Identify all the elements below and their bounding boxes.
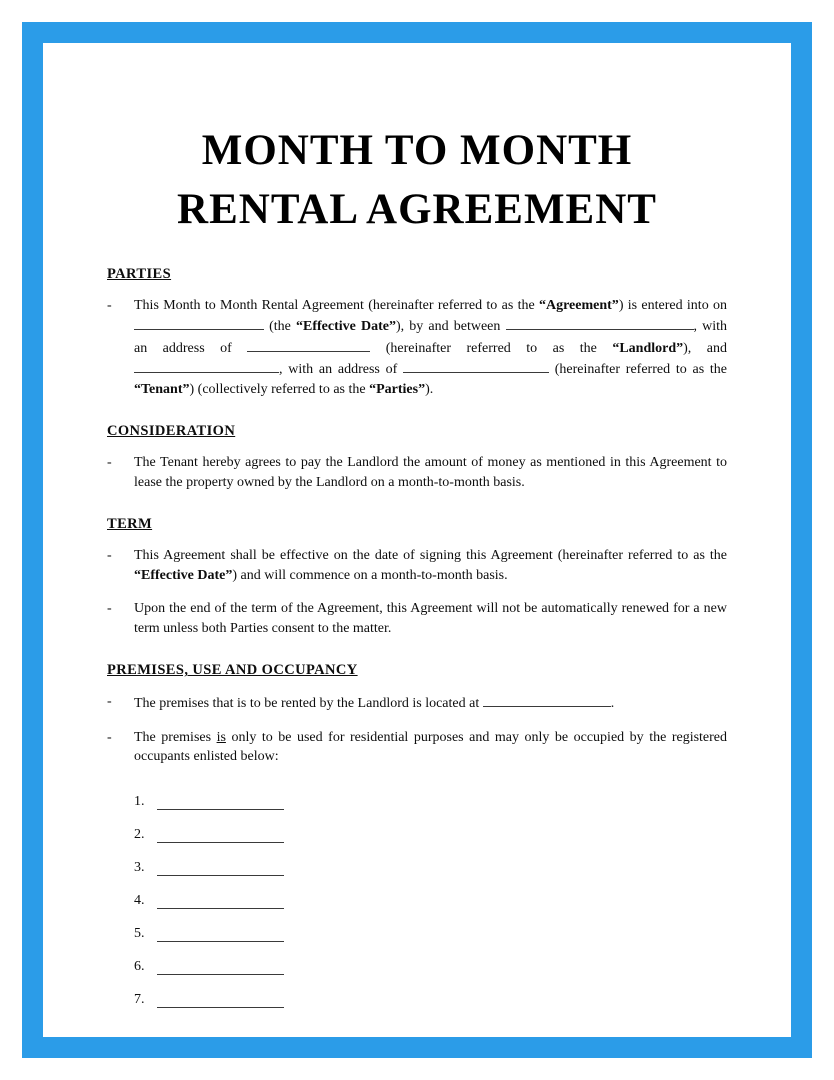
occupant-row: [134, 880, 727, 913]
blank-line: [247, 337, 370, 352]
bullet-item: [107, 599, 727, 638]
bold-text: “Tenant”: [134, 381, 190, 397]
text-segment: (hereinafter referred to as the: [370, 340, 613, 356]
occupant-blank-line: [157, 894, 284, 909]
occupant-row: [134, 847, 727, 880]
text-segment: , with an address of: [279, 362, 404, 378]
occupant-row: [134, 913, 727, 946]
paragraph-text: [134, 728, 727, 767]
occupant-number: 6.: [134, 958, 145, 974]
bold-text: “Effective Date”: [296, 319, 396, 335]
bold-text: “Agreement”: [538, 297, 619, 313]
bullet-dash-marker: -: [107, 601, 112, 617]
bullet-item: [107, 546, 727, 585]
bullet-dash-marker: -: [107, 694, 112, 710]
text-segment: ) and will commence on a month-to-month basis.: [232, 567, 508, 583]
text-segment: The premises: [134, 729, 217, 745]
bullet-dash-marker: -: [107, 297, 112, 313]
bold-text: “Landlord”: [612, 340, 684, 356]
occupant-row: [134, 979, 727, 1012]
blank-line: [134, 358, 279, 373]
bullet-item: [107, 296, 727, 400]
occupant-blank-line: [157, 993, 284, 1008]
bullet-item: [107, 728, 727, 767]
bullet-item: [107, 453, 727, 492]
text-segment: (hereinafter referred to as the: [549, 362, 727, 378]
blank-line: [506, 315, 694, 330]
paragraph-text: [134, 599, 727, 638]
occupant-number: 2.: [134, 826, 145, 842]
occupant-row: [134, 781, 727, 814]
document-blue-frame: [22, 22, 812, 1058]
text-segment: ).: [425, 381, 434, 397]
sections-container: [107, 266, 727, 1012]
paragraph-text: [134, 453, 727, 492]
blank-line: [403, 358, 549, 373]
occupant-blank-line: [157, 795, 284, 810]
occupant-number: 1.: [134, 793, 145, 809]
bold-text: “Effective Date”: [134, 567, 233, 583]
document-title: [107, 121, 727, 240]
text-segment: This Agreement shall be effective on the date of signing this Agreement (hereinafter referred to as the: [134, 548, 727, 564]
bullet-dash-marker: -: [107, 729, 112, 745]
occupant-blank-line: [157, 927, 284, 942]
text-segment: ) is entered into on: [618, 297, 727, 313]
occupant-number: 4.: [134, 892, 145, 908]
text-segment: ) (collectively referred to as the: [189, 381, 370, 397]
occupant-number: 7.: [134, 991, 145, 1007]
text-segment: ), and: [683, 340, 727, 356]
text-segment: .: [610, 696, 615, 712]
occupant-blank-line: [157, 960, 284, 975]
text-segment: The Tenant hereby agrees to pay the Landlord the amount of money as mentioned in this Agreement to lease the property owned by the Landlord on a month-to-month basis.: [134, 455, 727, 490]
section-heading: PREMISES, USE AND OCCUPANCY: [107, 662, 358, 679]
paragraph-text: [134, 692, 727, 714]
text-segment: Upon the end of the term of the Agreement, this Agreement will not be automatically renewed for a new term unless both Parties consent to the matter.: [134, 601, 727, 636]
paragraph-text: [134, 296, 727, 400]
section-heading: TERM: [107, 516, 153, 533]
occupant-blank-line: [157, 828, 284, 843]
text-segment: The premises that is to be rented by the Landlord is located at: [134, 696, 483, 712]
text-segment: ), by and between: [395, 319, 506, 335]
occupant-blank-line: [157, 861, 284, 876]
blank-line: [134, 315, 264, 330]
text-segment: , with an address of: [134, 319, 728, 356]
occupant-number: 3.: [134, 859, 145, 875]
title-line-1: MONTH TO MONTH: [201, 127, 633, 174]
paragraph-text: [134, 546, 727, 585]
text-segment: This Month to Month Rental Agreement (hereinafter referred to as the: [134, 297, 539, 313]
title-line-2: RENTAL AGREEMENT: [177, 186, 657, 234]
occupant-row: [134, 814, 727, 847]
text-segment: is: [216, 729, 226, 745]
occupant-number: 5.: [134, 925, 145, 941]
section-heading: CONSIDERATION: [107, 423, 236, 440]
bold-text: “Parties”: [369, 381, 426, 397]
occupant-row: [134, 946, 727, 979]
text-segment: (the: [264, 319, 297, 335]
bullet-dash-marker: -: [107, 548, 112, 564]
section-heading: PARTIES: [107, 265, 172, 282]
text-segment: only to be used for residential purposes and may only be occupied by the registered occupants enlisted below:: [134, 729, 728, 765]
bullet-item: [107, 692, 727, 714]
bullet-dash-marker: -: [107, 455, 112, 471]
blank-line: [483, 692, 611, 707]
